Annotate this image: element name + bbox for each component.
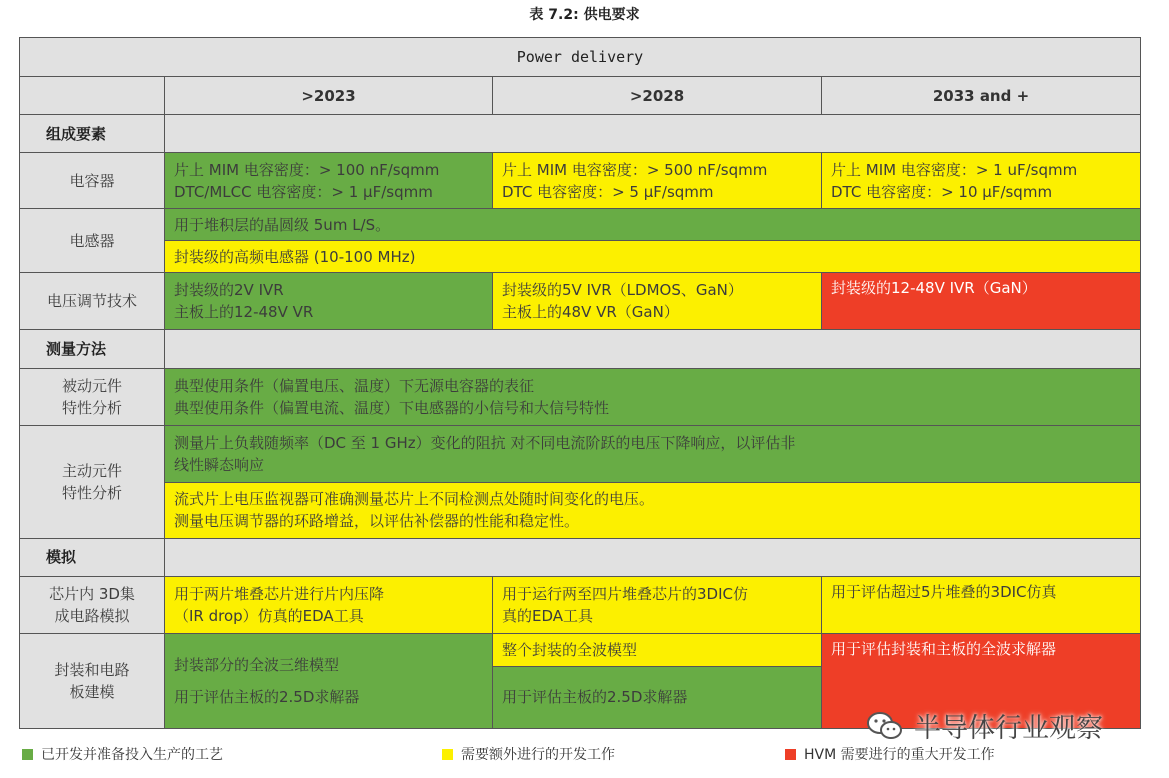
corner-cell bbox=[20, 77, 165, 115]
cell-package-2028-top: 整个封装的全波模型 bbox=[493, 633, 822, 666]
cell-capacitor-2033: 片上 MIM 电容密度：> 1 uF/sqmm DTC 电容密度：> 10 μF/sqmm bbox=[822, 153, 1141, 209]
cell-package-2028-bottom: 用于评估主板的2.5D求解器 bbox=[493, 666, 822, 728]
cell-voltage-2028: 封装级的5V IVR（LDMOS、GaN） 主板上的48V VR（GaN） bbox=[493, 273, 822, 330]
cell-active-monitor: 流式片上电压监视器可准确测量芯片上不同检测点处随时间变化的电压。 测量电压调节器的环路增益，以评估补偿器的性能和稳定性。 bbox=[165, 482, 1141, 538]
legend-swatch-red bbox=[785, 749, 796, 760]
year-header-2023: >2023 bbox=[165, 77, 493, 115]
row-label-voltage-regulation: 电压调节技术 bbox=[20, 273, 165, 330]
cell-package-2033: 用于评估封装和主板的全波求解器 bbox=[822, 633, 1141, 728]
table-caption: 表 7.2: 供电要求 bbox=[529, 7, 640, 23]
cell-passive: 典型使用条件（偏置电压、温度）下无源电容器的表征 典型使用条件（偏置电流、温度）下电感器的小信号和大信号特性 bbox=[165, 369, 1141, 426]
year-header-2028: >2028 bbox=[493, 77, 822, 115]
legend-swatch-green bbox=[22, 749, 33, 760]
table-title: Power delivery bbox=[20, 38, 1141, 77]
section-simulation: 模拟 bbox=[20, 538, 165, 576]
legend-item-major-dev: HVM 需要进行的重大开发工作 bbox=[785, 744, 995, 764]
row-label-package-board: 封装和电路 板建模 bbox=[20, 633, 165, 728]
row-label-active: 主动元件 特性分析 bbox=[20, 426, 165, 538]
cell-capacitor-2023: 片上 MIM 电容密度：> 100 nF/sqmm DTC/MLCC 电容密度：> 1 μF/sqmm bbox=[165, 153, 493, 209]
power-delivery-table bbox=[19, 37, 1141, 729]
cell-active-impedance: 测量片上负载随频率（DC 至 1 GHz）变化的阻抗 对不同电流阶跃的电压下降响应，以评估非 线性瞬态响应 bbox=[165, 426, 1141, 482]
cell-3dic-2028: 用于运行两至四片堆叠芯片的3DIC仿 真的EDA工具 bbox=[493, 576, 822, 633]
legend-item-ready: 已开发并准备投入生产的工艺 bbox=[22, 744, 223, 764]
cell-package-2023: 封装部分的全波三维模型 用于评估主板的2.5D求解器 bbox=[165, 633, 493, 728]
cell-voltage-2033: 封装级的12-48V IVR（GaN） bbox=[822, 273, 1141, 330]
section-components: 组成要素 bbox=[20, 115, 165, 153]
cell-inductor-package: 封装级的高频电感器 (10-100 MHz) bbox=[165, 241, 1141, 273]
cell-3dic-2023: 用于两片堆叠芯片进行片内压降 （IR drop）仿真的EDA工具 bbox=[165, 576, 493, 633]
row-label-inductor: 电感器 bbox=[20, 209, 165, 273]
cell-inductor-wafer: 用于堆积层的晶圆级 5um L/S。 bbox=[165, 209, 1141, 241]
cell-3dic-2033: 用于评估超过5片堆叠的3DIC仿真 bbox=[822, 576, 1141, 633]
section-measurement: 测量方法 bbox=[20, 330, 165, 369]
row-label-passive: 被动元件 特性分析 bbox=[20, 369, 165, 426]
legend-item-extra-dev: 需要额外进行的开发工作 bbox=[442, 744, 615, 764]
cell-capacitor-2028: 片上 MIM 电容密度：> 500 nF/sqmm DTC 电容密度：> 5 μF/sqmm bbox=[493, 153, 822, 209]
cell-voltage-2023: 封装级的2V IVR 主板上的12-48V VR bbox=[165, 273, 493, 330]
row-label-capacitor: 电容器 bbox=[20, 153, 165, 209]
wechat-icon bbox=[866, 711, 904, 741]
legend-swatch-yellow bbox=[442, 749, 453, 760]
watermark-text: 半导体行业观察 bbox=[914, 713, 1103, 744]
year-header-2033: 2033 and + bbox=[822, 77, 1141, 115]
row-label-3dic: 芯片内 3D集 成电路模拟 bbox=[20, 576, 165, 633]
watermark bbox=[866, 706, 1103, 745]
